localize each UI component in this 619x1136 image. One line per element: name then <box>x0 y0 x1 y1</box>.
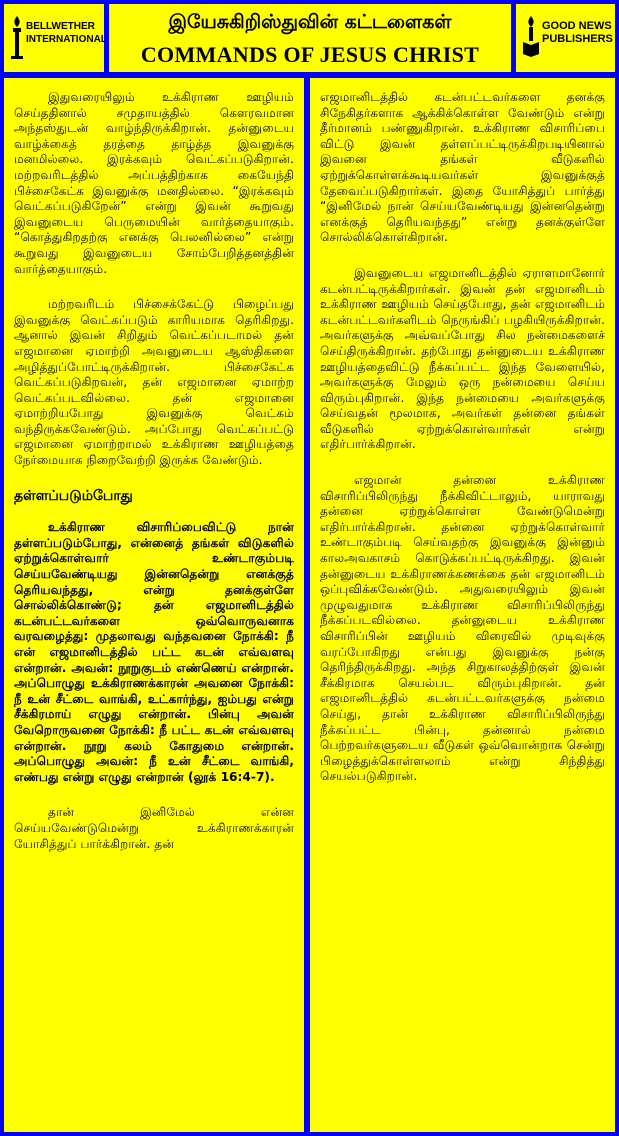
tamil-title: இயேசுகிறிஸ்துவின் கட்டளைகள் <box>168 11 452 33</box>
torch-icon <box>10 14 24 60</box>
english-title: COMMANDS OF JESUS CHRIST <box>140 42 480 67</box>
right-column <box>310 78 615 1132</box>
left-column <box>4 78 304 1132</box>
bellwether-logo <box>4 4 107 72</box>
right-paragraph-2: இவனுடைய எஜமானிடத்தில் ஏராளமானோர் கடன்பட்டிருக்கிறார்கள். இவன் தன் எஜமானிடம் உக்கிராண ஊழியம் செய்தபோது, தன் எஜமானிடம் கடன்பட்டவர்களிடம் நெருங்கிப் பழகியிருக்கிறான். அவர்களுக்கு அவ்வப்போது சில நன்மைகளைச் செய்திருக்கிறான். தற்போது தன்னுடைய உக்கிராண ஊழியத்தைவிட்டு நீக்கப்பட்ட இந்த வேளையில், அவர்களுக்கு மேலும் ஒரு நன்மையை செய்ய விரும்புகிறான். இந்த நன்மையை அவர்களுக்கு செய்வதன் மூலமாக, அவர்கள் தன்னை தங்கள் வீடுகளில் ஏற்றுக்கொள்வார்கள் என்று எதிர்பார்க்கிறான். <box>320 265 605 452</box>
right-paragraph-1: எஜமானிடத்தில் கடன்பட்டவர்களை தனக்கு சிநேகிதர்களாக ஆக்கிக்கொள்ள வேண்டும் என்று தீர்மானம் பண்ணுகிறான். உக்கிராண விசாரிப்பை விட்டு இவன் தள்ளப்பட்டிருக்கிறபடியினால் இவனை தங்கள் வீடுகளில் ஏற்றுக்கொள்ளக்கூடியவர்கள் இவனுக்குத் தேவைப்படுகிறார்கள். இதை யோசித்துப் பார்த்து “இனிமேல் நான் செய்யவேண்டியது இன்னதென்று எனக்குத் தெரியவந்தது” என்று தனக்குள்ளே சொல்லிக்கொள்கிறான். <box>320 90 605 245</box>
right-paragraph-3: எஜமான் தன்னை உக்கிராண விசாரிப்பிலிருந்து நீக்கிவிட்டாலும், யாராவது தன்னை ஏற்றுக்கொள்ள வேண்டுமென்று எதிர்பார்க்கிறான். தன்னை ஏற்றுக்கொள்வார் உண்டாகும்படி செய்வதற்கு இவனுக்கு இன்னும் காலஅவகாசம் கொடுக்கப்பட்டிருக்கிறது. இவன் தன்னுடைய உக்கிராணக்கணக்கை தன் எஜமானிடம் ஒப்புவிக்கவேண்டும். அதுவரையிலும் இவன் முழுவதுமாக உக்கிராண விசாரிப்பிலிருந்து நீக்கப்படவில்லை. தன்னுடைய உக்கிராண விசாரிப்பின் ஊழியம் விரைவில் முடிவுக்கு வரப்போகிறது என்பது இவனுக்கு நன்கு தெரிந்திருக்கிறது. அந்த சிறுகாலத்திற்குள் இவன் சீக்கிரமாக செயல்பட விரும்புகிறான். தன் எஜமானிடத்தில் கடன்பட்டவர்களுக்கு நன்மை செய்து, தான் உக்கிராண விசாரிப்பிலிருந்து நீக்கப்பட்ட பின்பு, தன்னால் நன்மை பெற்றவர்களுடைய வீடுகள் ஒவ்வொன்றாக சென்று பிழைத்துக்கொள்ளலாம் என்று சிந்தித்து செயல்படுகிறான். <box>320 473 605 784</box>
left-logo-line1: BELLWETHER <box>26 21 95 32</box>
good-news-logo <box>516 4 615 72</box>
left-logo-line2: INTERNATIONAL <box>26 34 107 45</box>
right-logo-line1: GOOD NEWS <box>542 20 612 32</box>
book-icon <box>522 14 540 60</box>
left-paragraph-1: இதுவரையிலும் உக்கிராண ஊழியம் செய்ததினால் சமுதாயத்தில் கௌரவமான அந்தஸ்துடன் வாழ்ந்திருக்கிறான். தன்னுடைய வாழ்க்கைத் தரத்தை தாழ்த்த இவனுக்கு மனமில்லை. இரக்கவும் வெட்கப்படுகிறான். மற்றவரிடத்தில் அப்பத்திற்காக கையேந்தி பிச்சைகேட்க இவனுக்கு மனதில்லை. “இரக்கவும் வெட்கப்படுகிறேன்” என்று இவன் கூறுவது இவனுடைய பெருமையின் வார்த்தையாகும். “கொத்துகிறதற்கு எனக்கு பெலனில்லை” என்று கூறுவது இவனுடைய சோம்பேறித்தனத்தின் வார்த்தையாகும். <box>14 90 294 276</box>
left-paragraph-2: மற்றவரிடம் பிச்சைக்கேட்டு பிழைப்பது இவனுக்கு வெட்கப்படும் காரியமாக தெரிகிறது. ஆனால் இவன் சிறிதும் வெட்கப்படாமல் தன் எஜமானை ஏமாற்றி அவனுடைய ஆஸ்திகளை அழித்துப்போட்டிருக்கிறான். பிச்சைகேட்க வெட்கப்படுகிறவன், தன் எஜமானை ஏமாற்ற வெட்கப்படவில்லை. தன் எஜமானை ஏமாற்றியபோது இவனுக்கு வெட்கம் வந்திருக்கவேண்டும். அப்போது வெட்கப்பட்டு எஜமானை ஏமாற்றாமல் உக்கிராண ஊழியத்தை நேர்மையாக நிறைவேற்றி இருக்க வேண்டும். <box>14 297 294 468</box>
left-paragraph-4: தான் இனிமேல் என்ன செய்யவேண்டுமென்று உக்கிராணக்காரன் யோசித்துப் பார்க்கிறான். தன் <box>14 805 294 851</box>
page-header <box>109 4 511 72</box>
section-heading: தள்ளப்படும்போது <box>14 487 133 504</box>
scripture-quote: உக்கிராண விசாரிப்பைவிட்டு நான் தள்ளப்படும்போது, என்னைத் தங்கள் விடுகளில் ஏற்றுக்கொள்வார் உண்டாகும்படி செய்யவேண்டியது இன்னதென்று எனக்குத் தெரியவந்தது, என்று தனக்குள்ளே சொல்லிக்கொண்டு; தன் எஜமானிடத்தில் கடன்பட்டவர்களை ஒவ்வொருவனாக வரவழைத்து: முதலாவது வந்தவனை நோக்கி: நீ என் எஜமானிடத்தில் பட்ட கடன் எவ்வளவு என்றான். அவன்: நூறுகுடம் எண்ணெய் என்றான். அப்பொழுது உக்கிராணக்காரன் அவனை நோக்கி: நீ உன் சீட்டை வாங்கி, உட்கார்ந்து, ஐம்பது என்று சீக்கிரமாய் எழுது என்றான். பின்பு அவன் வேறொருவனை நோக்கி: நீ பட்ட கடன் எவ்வளவு என்றான். நூறு கலம் கோதுமை என்றான். அப்பொழுது அவன்: நீ உன் சீட்டை வாங்கி, எண்பது என்று எழுது என்றான் (லூக் 16:4-7). <box>14 520 294 784</box>
right-logo-line2: PUBLISHERS <box>542 33 613 45</box>
